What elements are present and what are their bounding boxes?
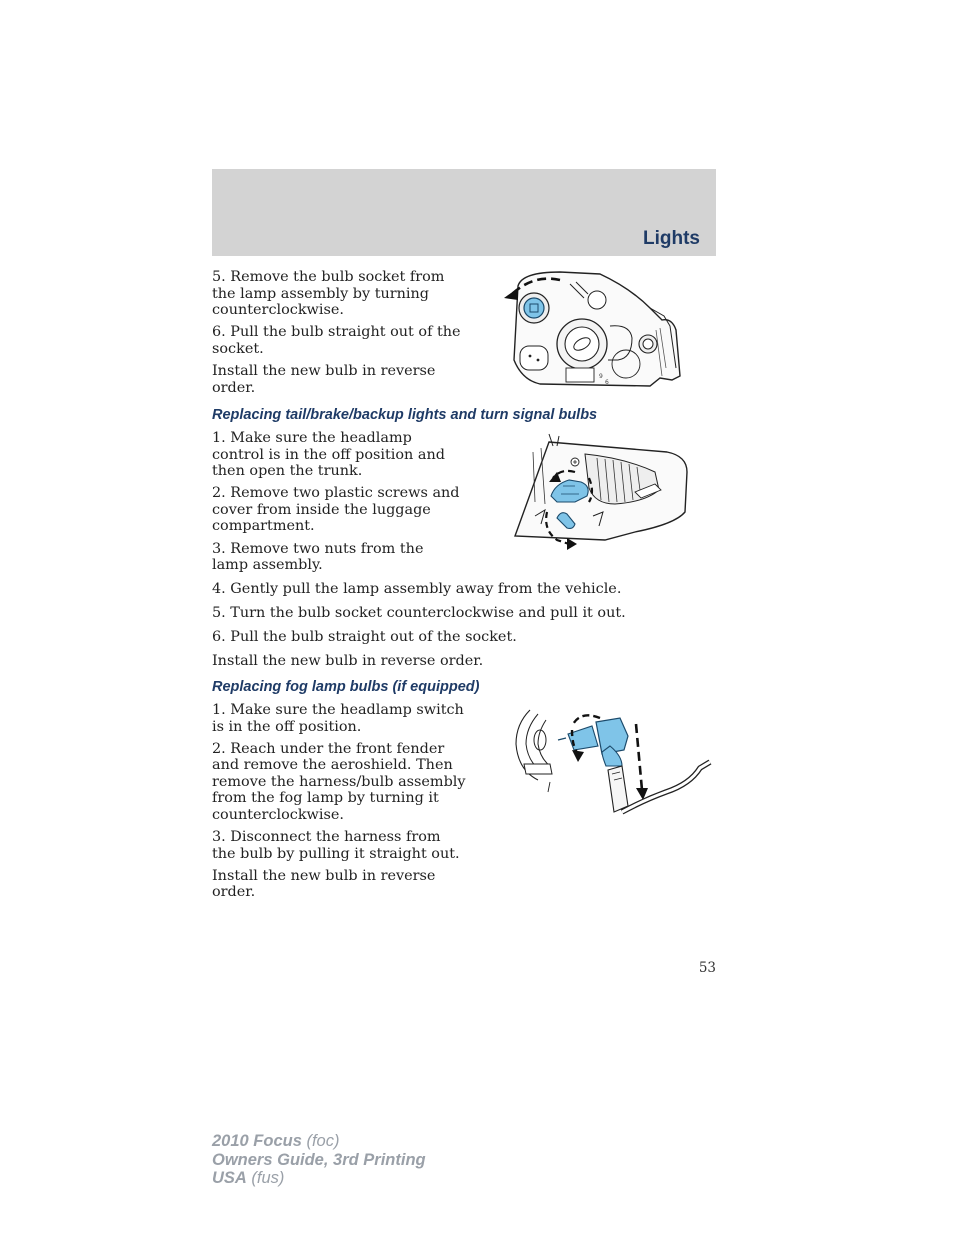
footer-line-1: 2010 Focus (foc)	[212, 1132, 340, 1150]
step-text: 5. Turn the bulb socket counterclockwise and pull it out.	[212, 605, 626, 622]
counterclockwise-arrow-icon	[504, 288, 518, 300]
fog-lamp-steps	[212, 702, 467, 907]
page-number: 53	[698, 960, 716, 976]
fog-lamp-harness-illustration	[510, 700, 716, 824]
tail-lights-steps-wrapped	[212, 430, 462, 579]
svg-text:9: 9	[599, 373, 603, 380]
counterclockwise-arrow-icon	[572, 750, 584, 762]
footer-line-3: USA (fus)	[212, 1169, 285, 1187]
svg-text:6: 6	[605, 379, 609, 386]
step-text: 4. Gently pull the lamp assembly away from the vehicle.	[212, 581, 622, 597]
tail-lights-heading: Replacing tail/brake/backup lights and turn signal bulbs	[212, 407, 598, 423]
headlamp-bulb-socket-illustration	[500, 268, 700, 390]
fog-lamp-heading: Replacing fog lamp bulbs (if equipped)	[212, 679, 480, 695]
step-text: Install the new bulb in reverse order.	[212, 653, 484, 670]
step-text: Install the new bulb in reverse order.	[212, 867, 436, 901]
tail-lights-steps-full	[212, 581, 712, 677]
document-footer	[212, 1132, 426, 1188]
step-text: 3. Remove two nuts from the lamp assembly.	[212, 540, 424, 574]
step-text: 1. Make sure the headlamp control is in the off position and then open the trunk.	[212, 430, 445, 480]
step-text: 2. Reach under the front fender and remove the aeroshield. Then remove the harness/bulb assembly from the fog lamp by turning it counterclockwise.	[212, 740, 466, 824]
step-text: 5. Remove the bulb socket from the lamp assembly by turning counterclockwise.	[212, 269, 445, 319]
rotation-arrow-icon	[567, 538, 577, 550]
section-title: Lights	[643, 228, 700, 249]
step-text: 6. Pull the bulb straight out of the socket.	[212, 629, 517, 646]
step-text: 3. Disconnect the harness from the bulb by pulling it straight out.	[212, 829, 460, 862]
step-text: Install the new bulb in reverse order.	[212, 362, 436, 396]
bulb-socket-icon	[524, 298, 544, 318]
tail-lamp-socket-illustration	[505, 432, 691, 550]
step-text: 6. Pull the bulb straight out of the socket.	[212, 324, 461, 357]
step-text: 1. Make sure the headlamp switch is in the off position.	[212, 702, 464, 735]
step-text: 2. Remove two plastic screws and cover from inside the luggage compartment.	[212, 485, 460, 535]
footer-line-2: Owners Guide, 3rd Printing	[212, 1150, 426, 1169]
headlamp-steps	[212, 269, 467, 402]
section-header-band	[212, 169, 716, 256]
fog-bulb-icon	[568, 726, 598, 750]
